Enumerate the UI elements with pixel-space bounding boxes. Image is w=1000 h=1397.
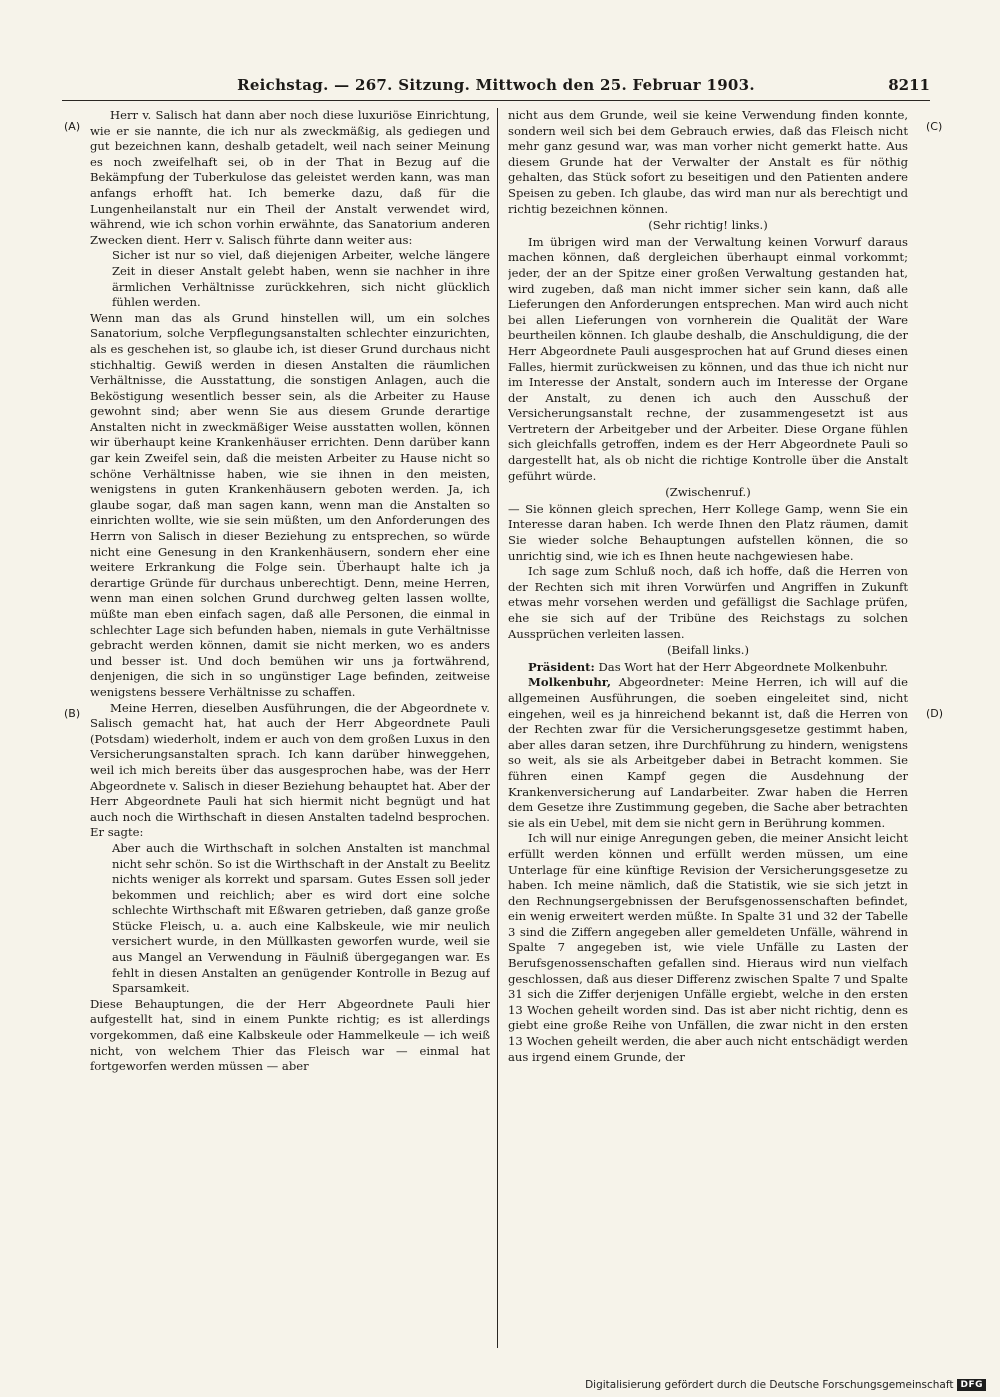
running-title: Reichstag. — 267. Sitzung. Mittwoch den 25. Februar 1903. [237, 76, 755, 94]
paragraph: Im übrigen wird man der Verwaltung keinen Vorwurf daraus machen können, daß dergleichen überhaupt einmal vorkommt; jeder, der an der Spitze einer großen Verwaltung gestanden hat, wird zugeben, daß man nicht immer sicher sein kann, daß alle Lieferungen den Anforderungen entsprechen. Man wird auch nicht bei allen Lieferungen von vornherein die Qualität der Ware beurtheilen können. Ich glaube deshalb, die Anschuldigung, die der Herr Abgeordnete Pauli ausgesprochen hat auf Grund dieses einen Falles, hiermit zurückweisen zu können, und das thue ich nicht nur im Interesse der Anstalt, sondern auch im Interesse der Organe der Anstalt, zu denen ich auch den Ausschuß der Versicherungsanstalt rechne, der zusammengesetzt ist aus Vertretern der Arbeitgeber und der Arbeiter. Diese Organe fühlen sich gleichfalls getroffen, indem es der Herr Abgeordnete Pauli so dargestellt hat, als ob nicht die richtige Kontrolle über die Anstalt geführt würde. [508, 234, 908, 483]
paragraph: nicht aus dem Grunde, weil sie keine Verwendung finden konnte, sondern weil sich bei dem Gebrauch erwies, daß das Fleisch nicht mehr ganz gesund war, was man vorher nicht gemerkt hatte. Aus diesem Grunde hat der Verwalter der Anstalt es für nöthig gehalten, das Stück sofort zu beseitigen und den Patienten andere Speisen zu geben. Ich glaube, das wird man nur als berechtigt und richtig bezeichnen können. [508, 108, 908, 216]
column-divider [497, 108, 498, 1348]
reaction-note: (Sehr richtig! links.) [648, 218, 768, 233]
quotation: Aber auch die Wirthschaft in solchen Anstalten ist manchmal nicht sehr schön. So ist die Wirthschaft in der Anstalt zu Beelitz nichts weniger als korrekt und sparsam. Gutes Essen soll jeder bekommen und reichlich; aber es wird dort eine solche schlechte Wirthschaft mit Eßwaren getrieben, daß ganze große Stücke Fleisch, u. a. auch eine Kalbskeule, wie mir neulich versichert wurde, in den Müllkasten geworfen wurde, weil sie aus Mangel an Verwendung in Fäulniß übergegangen war. Es fehlt in diesen Anstalten an genügender Kontrolle in Bezug auf Sparsamkeit. [112, 840, 490, 996]
reaction-note: (Zwischenruf.) [665, 485, 751, 500]
footer-credit: Digitalisierung gefördert durch die Deutsche Forschungsgemeinschaft [585, 1379, 954, 1391]
margin-marker-d: (D) [926, 707, 944, 720]
paragraph: Meine Herren, dieselben Ausführungen, die der Abgeordnete v. Salisch gemacht hat, hat auch der Herr Abgeordnete Pauli (Potsdam) wiederholt, indem er auch von dem großen Luxus in den Versicherungsanstalten sprach. Ich kann darüber hinweggehen, weil ich mich bereits über das ausgesprochen habe, was der Herr Abgeordnete v. Salisch in dieser Beziehung behauptet hat. Aber der Herr Abgeordnete Pauli hat sich hiermit nicht begnügt und hat auch noch die Wirthschaft in diesen Anstalten tadelnd besprochen. Er sagte: [90, 700, 490, 840]
page-number: 8211 [888, 76, 930, 94]
left-column [90, 108, 490, 1358]
speaker-name: Präsident: [528, 659, 595, 674]
paragraph: Diese Behauptungen, die der Herr Abgeordnete Pauli hier aufgestellt hat, sind in einem Punkte richtig; es ist allerdings vorgekommen, daß eine Kalbskeule oder Hammelkeule — ich weiß nicht, von welchem Thier das Fleisch war — einmal hat fortgeworfen werden müssen — aber [90, 996, 490, 1074]
reaction-note: (Beifall links.) [667, 643, 749, 658]
speaker-name: Molkenbuhr, [528, 675, 612, 690]
speaker-paragraph [508, 675, 908, 831]
margin-marker-a: (A) [64, 120, 81, 133]
paragraph: — Sie können gleich sprechen, Herr Kollege Gamp, wenn Sie ein Interesse daran haben. Ich werde Ihnen den Platz räumen, damit Sie wieder solche Behauptungen aufstellen können, die so unrichtig sind, wie ich es Ihnen heute nachgewiesen habe. [508, 501, 908, 563]
margin-marker-b: (B) [64, 707, 81, 720]
quotation: Sicher ist nur so viel, daß diejenigen Arbeiter, welche längere Zeit in dieser Anstalt gelebt haben, wenn sie nachher in ihre ärmlichen Verhältnisse zurückkehren, sich nicht glücklich fühlen werden. [112, 248, 490, 310]
right-column [508, 108, 908, 1358]
speaker-text: Abgeordneter: Meine Herren, ich will auf die allgemeinen Ausführungen, die soeben eingeleitet sind, nicht eingehen, weil es ja hinreichend bekannt ist, daß die Herren von der Rechten zwar für die Versicherungsgesetze gestimmt haben, aber alles daran setzen, ihre Durchführung zu hindern, wenigstens so weit, als sie als Arbeitgeber dabei in Betracht kommen. Sie führen einen Kampf gegen die Ausdehnung der Krankenversicherung auf Landarbeiter. Zwar haben die Herren dem Gesetze ihre Zustimmung gegeben, die Sache aber betrachten sie als ein Uebel, mit dem sie nicht gern in Berührung kommen. [508, 675, 908, 830]
dfg-logo-icon: DFG [957, 1379, 986, 1391]
margin-marker-c: (C) [926, 120, 943, 133]
header-rule [62, 100, 930, 101]
page-header [62, 76, 930, 98]
paragraph: Ich sage zum Schluß noch, daß ich hoffe, daß die Herren von der Rechten sich mit ihren Vorwürfen und Angriffen in Zukunft etwas mehr vorsehen werden und gefälligst die Sachlage prüfen, ehe sie sich auf der Tribüne des Reichstags zu solchen Aussprüchen verleiten lassen. [508, 564, 908, 641]
paragraph: Ich will nur einige Anregungen geben, die meiner Ansicht leicht erfüllt werden können und erfüllt werden müssen, um eine Unterlage für eine künftige Revision der Versicherungsgesetze zu haben. Ich meine nämlich, daß die Statistik, wie sie sich jetzt in den Rechnungsergebnissen der Berufsgenossenschaften befindet, ein wenig erweitert werden müßte. In Spalte 31 und 32 der Tabelle 3 sind die Ziffern angegeben aller gemeldeten Unfälle, während in Spalte 7 angegeben ist, wie viele Unfälle zu Lasten der Berufsgenossenschaften gefallen sind. Hieraus wird nun vielfach geschlossen, daß aus dieser Differenz zwischen Spalte 7 und Spalte 31 sich die Ziffer derjenigen Unfälle ergiebt, welche in den ersten 13 Wochen geheilt worden sind. Das ist aber nicht richtig, denn es giebt eine große Reihe von Unfällen, die zwar nicht in den ersten 13 Wochen geheilt werden, die aber auch nicht entschädigt werden aus irgend einem Grunde, der [508, 831, 908, 1064]
speaker-text: Das Wort hat der Herr Abgeordnete Molkenbuhr. [598, 659, 889, 674]
paragraph: Wenn man das als Grund hinstellen will, um ein solches Sanatorium, solche Verpflegungsanstalten schlechter einzurichten, als es geschehen ist, so glaube ich, ist dieser Grund durchaus nicht stichhaltig. Gewiß werden in diesen Anstalten die räumlichen Verhältnisse, die Ausstattung, die sonstigen Anlagen, auch die Beköstigung wesentlich besser sein, als die Arbeiter zu Hause gewohnt sind; aber wenn Sie aus diesem Grunde derartige Anstalten nicht in zweckmäßiger Weise ausstatten wollen, können wir überhaupt keine Krankenhäuser errichten. Denn darüber kann gar kein Zweifel sein, daß die meisten Arbeiter zu Hause nicht so schöne Verhältnisse haben, wie sie ihnen in den meisten, wenigstens in guten Krankenhäusern geboten werden. Ja, ich glaube sogar, daß man sagen kann, wenn man die Anstalten so einrichten wollte, wie sie sein müßten, um den Anforderungen des Herrn von Salisch in dieser Beziehung zu entsprechen, so würde nicht eine Genesung in den Krankenhäusern, sondern eher eine weitere Erkrankung die Folge sein. Überhaupt halte ich ja derartige Gründe für durchaus unberechtigt. Denn, meine Herren, wenn man einen solchen Grund durchweg gelten lassen wollte, müßte man eben einfach sagen, daß alle Personen, die einmal in schlechter Lage sich befunden haben, niemals in gute Verhältnisse gebracht werden können, damit sie nicht merken, wo es anders und besser ist. Und doch bemühen wir uns ja fortwährend, denjenigen, die sich in so ungünstiger Lage befinden, zeitweise wenigstens bessere Verhältnisse zu schaffen. [90, 310, 490, 699]
paragraph: Herr v. Salisch hat dann aber noch diese luxuriöse Einrichtung, wie er sie nannte, die ich nur als zweckmäßig, als gediegen und gut bezeichnen kann, deshalb getadelt, weil nach seiner Meinung es noch zweifelhaft sei, ob in der That in Bezug auf die Bekämpfung der Tuberkulose das geleistet werden kann, was man anfangs erhofft hat. Ich bemerke dazu, daß für die Lungenheilanstalt nur ein Theil der Anstalt verwendet wird, während, wie ich schon vorhin erwähnte, das Sanatorium anderen Zwecken dient. Herr v. Salisch führte dann weiter aus: [90, 108, 490, 247]
speaker-paragraph [508, 660, 908, 676]
page-footer [585, 1379, 986, 1391]
